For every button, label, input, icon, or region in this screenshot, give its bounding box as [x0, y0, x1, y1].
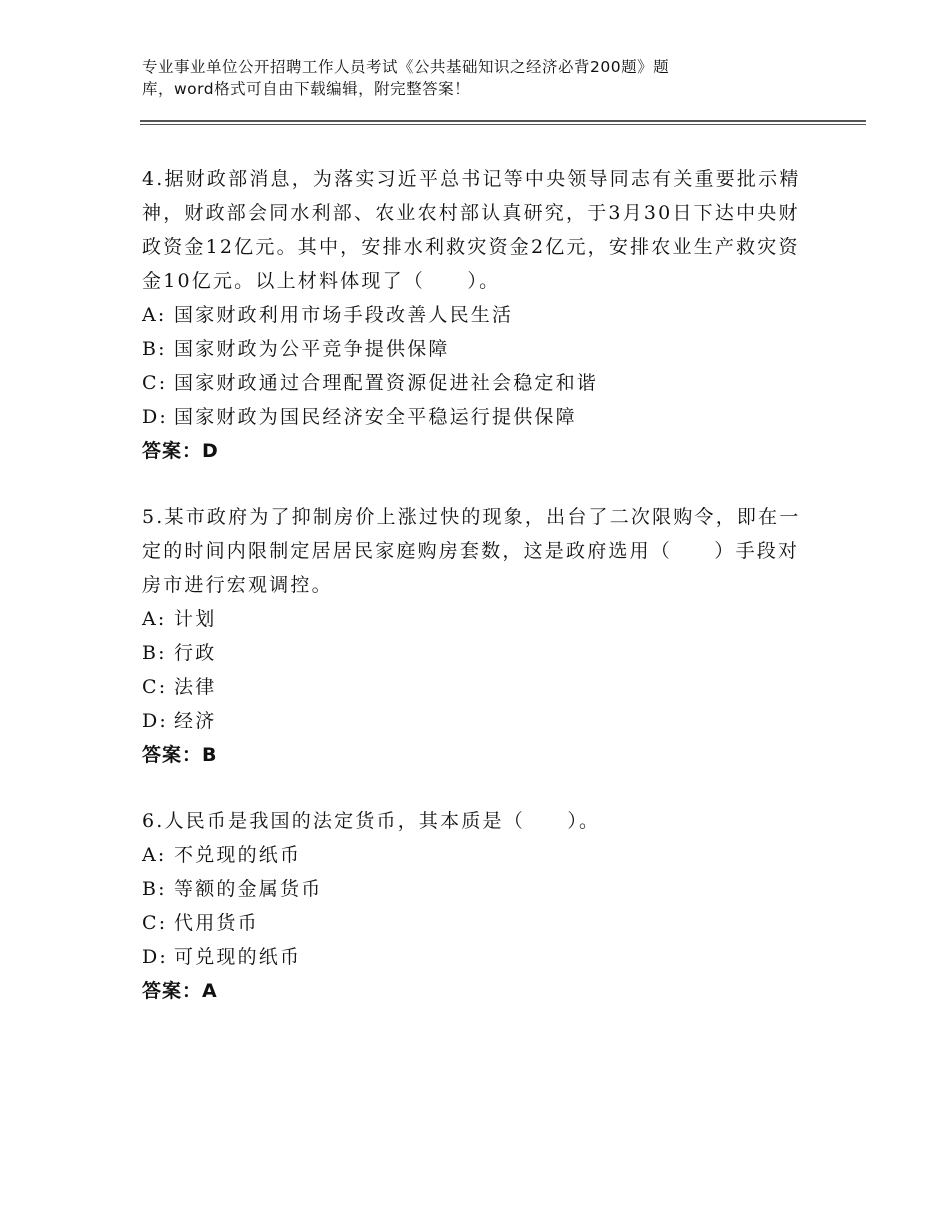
- option-text: 计划: [174, 608, 217, 630]
- option-letter: D:: [142, 946, 169, 968]
- option-c: [142, 906, 802, 940]
- answer-label: 答案：B: [142, 744, 218, 766]
- option-d: [142, 940, 802, 974]
- header-divider-thick: [140, 120, 866, 122]
- option-letter: C:: [142, 676, 168, 698]
- option-d: [142, 704, 802, 738]
- option-d: [142, 400, 802, 434]
- option-letter: D:: [142, 710, 169, 732]
- option-text: 经济: [174, 710, 217, 732]
- option-text: 等额的金属货币: [174, 878, 323, 900]
- answer-label: 答案：D: [142, 440, 219, 462]
- option-letter: D:: [142, 406, 169, 428]
- question-6: [142, 804, 802, 1008]
- option-a: [142, 298, 802, 332]
- option-c: [142, 670, 802, 704]
- document-header: [142, 56, 782, 100]
- header-title-line-2: 库，word格式可自由下载编辑，附完整答案！: [142, 80, 471, 98]
- header-title-line-1: 专业事业单位公开招聘工作人员考试《公共基础知识之经济必背200题》题: [142, 58, 670, 76]
- header-divider-thin: [140, 124, 866, 125]
- option-text: 行政: [174, 642, 217, 664]
- question-stem: 5.某市政府为了抑制房价上涨过快的现象，出台了二次限购令，即在一定的时间内限制定居居民家庭购房套数，这是政府选用（ ）手段对房市进行宏观调控。: [142, 506, 801, 596]
- option-letter: B:: [142, 642, 167, 664]
- option-b: [142, 872, 802, 906]
- question-stem: 6.人民币是我国的法定货币，其本质是（ ）。: [142, 810, 601, 832]
- option-letter: A:: [142, 304, 167, 326]
- question-list: [142, 162, 802, 1040]
- option-letter: C:: [142, 912, 168, 934]
- option-b: [142, 636, 802, 670]
- option-text: 不兑现的纸币: [174, 844, 302, 866]
- option-a: [142, 838, 802, 872]
- question-5: [142, 500, 802, 772]
- answer-label: 答案：A: [142, 980, 218, 1002]
- option-text: 法律: [174, 676, 217, 698]
- option-a: [142, 602, 802, 636]
- option-text: 代用货币: [174, 912, 259, 934]
- option-text: 国家财政为国民经济安全平稳运行提供保障: [174, 406, 577, 428]
- option-text: 国家财政利用市场手段改善人民生活: [174, 304, 514, 326]
- option-letter: C:: [142, 372, 168, 394]
- option-text: 国家财政通过合理配置资源促进社会稳定和谐: [174, 372, 599, 394]
- option-letter: A:: [142, 844, 167, 866]
- option-c: [142, 366, 802, 400]
- option-letter: B:: [142, 878, 167, 900]
- option-text: 可兑现的纸币: [174, 946, 302, 968]
- option-text: 国家财政为公平竞争提供保障: [174, 338, 450, 360]
- option-b: [142, 332, 802, 366]
- option-letter: B:: [142, 338, 167, 360]
- question-stem: 4.据财政部消息，为落实习近平总书记等中央领导同志有关重要批示精神，财政部会同水利部、农业农村部认真研究，于3月30日下达中央财政资金12亿元。其中，安排水利救灾资金2亿元，安排农业生产救灾资金10亿元。以上材料体现了（ ）。: [142, 168, 801, 292]
- question-4: [142, 162, 802, 468]
- option-letter: A:: [142, 608, 167, 630]
